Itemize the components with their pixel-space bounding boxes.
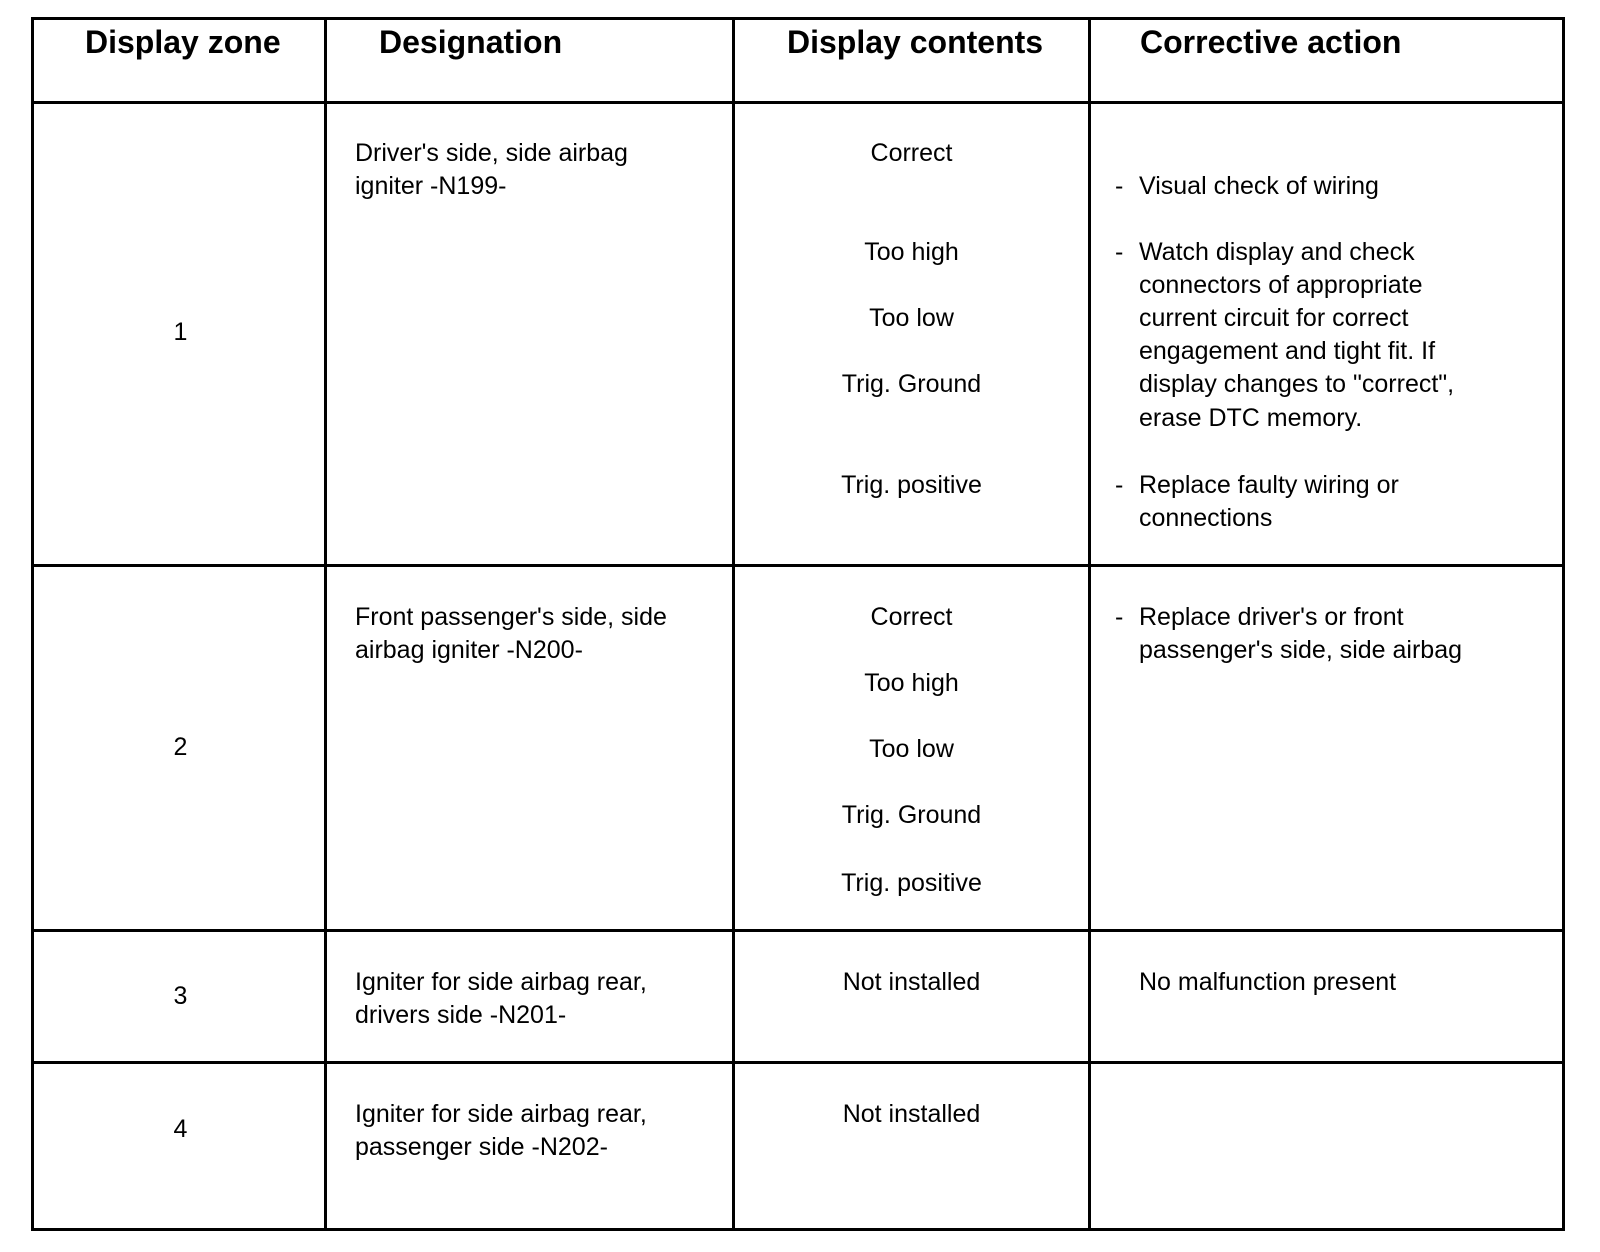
action-line: display changes to "correct", <box>1139 370 1455 398</box>
corrective-action-text: No malfunction present <box>1139 968 1397 996</box>
dash-bullet: - <box>1115 471 1124 499</box>
designation-line: airbag igniter -N200- <box>355 636 583 664</box>
display-content-item: Not installed <box>842 1100 981 1128</box>
designation-line: Driver's side, side airbag <box>355 139 628 167</box>
dash-bullet: - <box>1115 603 1124 631</box>
action-line: Watch display and check <box>1139 238 1415 266</box>
dash-bullet: - <box>1115 172 1124 200</box>
display-content-item: Trig. Ground <box>841 801 982 829</box>
designation-line: drivers side -N201- <box>355 1001 567 1029</box>
designation-line: Igniter for side airbag rear, <box>355 1100 647 1128</box>
header-display-zone: Display zone <box>85 24 281 60</box>
display-content-item: Correct <box>870 139 953 167</box>
airbag-display-zones-table <box>31 17 1565 1231</box>
zone-number: 1 <box>173 318 188 346</box>
display-content-item: Too high <box>864 238 959 266</box>
zone-number: 3 <box>173 982 188 1010</box>
row-divider <box>34 564 1562 567</box>
display-content-item: Trig. positive <box>841 471 982 499</box>
action-line: Replace faulty wiring or <box>1139 471 1399 499</box>
row-divider <box>34 101 1562 104</box>
action-line: passenger's side, side airbag <box>1139 636 1463 664</box>
designation-line: passenger side -N202- <box>355 1133 608 1161</box>
action-line: Replace driver's or front <box>1139 603 1404 631</box>
display-content-item: Correct <box>870 603 953 631</box>
column-divider <box>1088 20 1091 1228</box>
designation-line: Front passenger's side, side <box>355 603 667 631</box>
header-designation: Designation <box>379 24 563 60</box>
designation-line: igniter -N199- <box>355 172 507 200</box>
row-divider <box>34 1061 1562 1064</box>
display-content-item: Too low <box>869 304 954 332</box>
action-line: erase DTC memory. <box>1139 404 1363 432</box>
zone-number: 4 <box>173 1115 188 1143</box>
display-content-item: Not installed <box>842 968 981 996</box>
designation-line: Igniter for side airbag rear, <box>355 968 647 996</box>
dash-bullet: - <box>1115 238 1124 266</box>
action-line: connections <box>1139 504 1273 532</box>
display-content-item: Too low <box>869 735 954 763</box>
action-line: connectors of appropriate <box>1139 271 1423 299</box>
display-content-item: Trig. Ground <box>841 370 982 398</box>
zone-number: 2 <box>173 733 188 761</box>
header-corrective-action: Corrective action <box>1140 24 1402 60</box>
display-content-item: Too high <box>864 669 959 697</box>
action-line: current circuit for correct <box>1139 304 1409 332</box>
row-divider <box>34 929 1562 932</box>
column-divider <box>324 20 327 1228</box>
header-display-contents: Display contents <box>787 24 1044 60</box>
action-line: engagement and tight fit. If <box>1139 337 1436 365</box>
display-content-item: Trig. positive <box>841 869 982 897</box>
action-line: Visual check of wiring <box>1139 172 1379 200</box>
